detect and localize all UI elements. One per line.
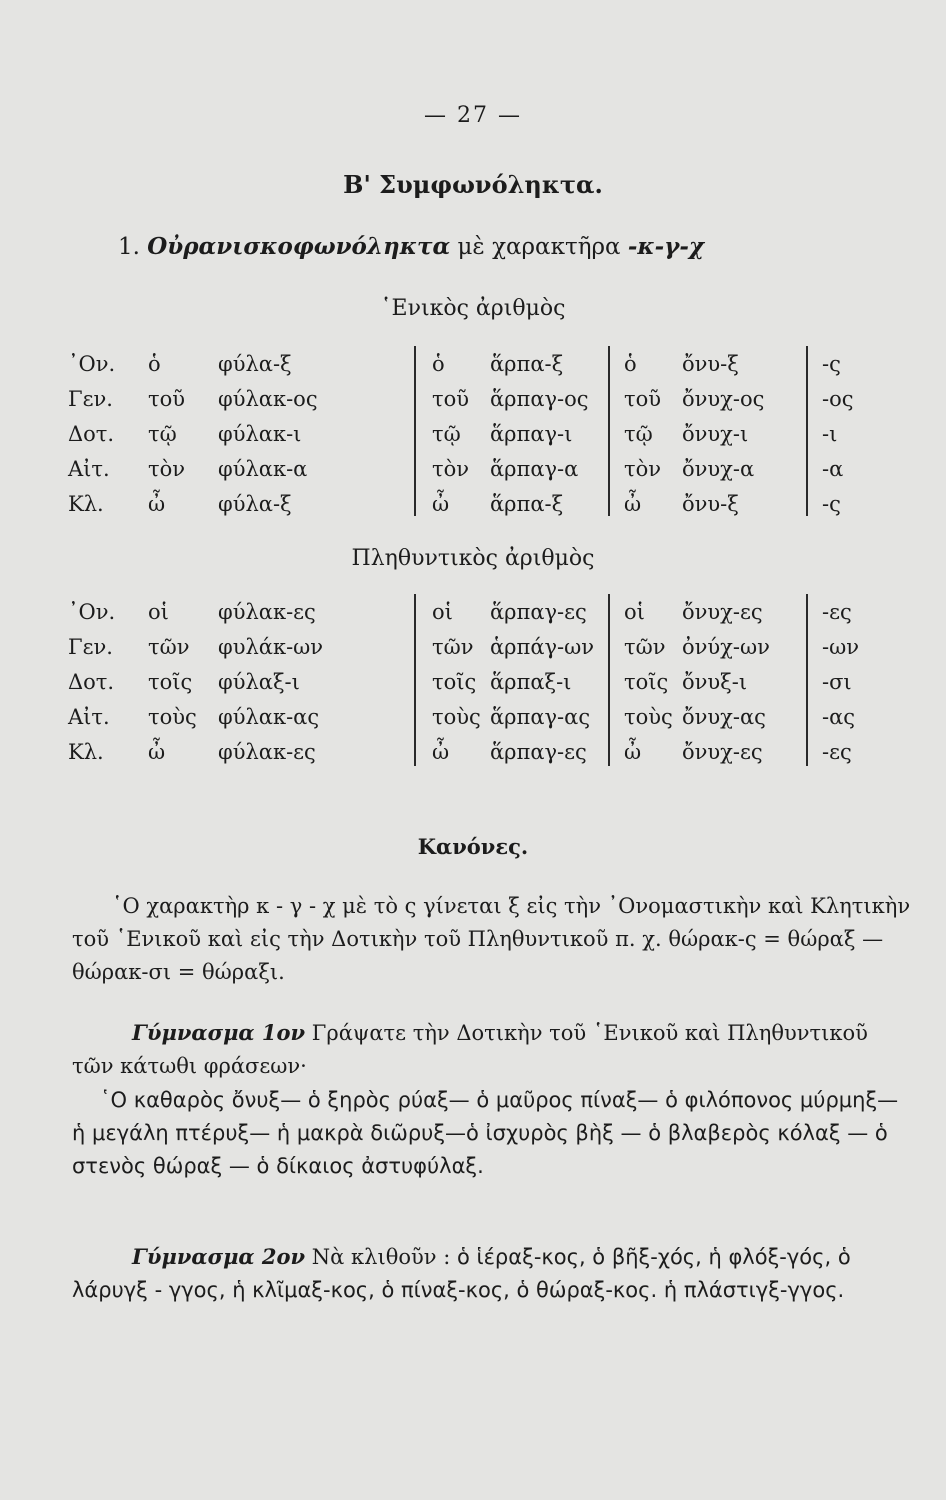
cell-w2: ἅρπαγ-ι xyxy=(490,422,573,446)
cell-w2: ἅρπαγ-α xyxy=(490,457,579,481)
cell-w3: ὄνυχ-ες xyxy=(682,740,763,764)
exercise-2-instruction: Νὰ κλιθοῦν : xyxy=(311,1245,451,1269)
cell-art1: ὦ xyxy=(148,492,166,516)
cell-w1: φύλακ-ος xyxy=(218,387,318,411)
cell-w1: φύλακ-ας xyxy=(218,705,320,729)
subsection-chars: -κ-γ-χ xyxy=(627,233,705,260)
cell-case: Αἰτ. xyxy=(68,457,110,481)
cell-end: -ι xyxy=(822,422,838,446)
cell-art3: ὁ xyxy=(624,352,637,376)
table-row xyxy=(0,670,946,705)
cell-end: -ες xyxy=(822,740,852,764)
cell-w3: ὄνυ-ξ xyxy=(682,352,739,376)
cell-w3: ὀνύχ-ων xyxy=(682,635,770,659)
cell-w2: ἅρπαγ-ας xyxy=(490,705,591,729)
table-row xyxy=(0,457,946,492)
cell-end: -α xyxy=(822,457,844,481)
cell-art3: οἱ xyxy=(624,600,645,624)
cell-art1: τοῦ xyxy=(148,387,186,411)
cell-art2: τῷ xyxy=(432,422,461,446)
cell-art2: ὦ xyxy=(432,492,450,516)
cell-w1: φύλακ-ες xyxy=(218,740,316,764)
cell-w2: ἅρπαξ-ι xyxy=(490,670,572,694)
cell-w1: φύλακ-α xyxy=(218,457,308,481)
cell-w2: ἅρπαγ-ες xyxy=(490,740,587,764)
cell-art2: τῶν xyxy=(432,635,474,659)
cell-end: -ες xyxy=(822,600,852,624)
cell-art1: ὁ xyxy=(148,352,161,376)
exercise-2 xyxy=(72,1240,912,1307)
cell-art2: τὸν xyxy=(432,457,470,481)
cell-w1: φυλάκ-ων xyxy=(218,635,324,659)
cell-art1: τοῖς xyxy=(148,670,193,694)
subsection-number: 1. xyxy=(118,234,140,260)
cell-w1: φύλακ-ι xyxy=(218,422,302,446)
section-title: Β' Συμφωνόληκτα. xyxy=(343,170,603,199)
table-row xyxy=(0,740,946,775)
cell-art2: ὁ xyxy=(432,352,445,376)
cell-w3: ὄνυξ-ι xyxy=(682,670,748,694)
cell-case: Δοτ. xyxy=(68,670,115,694)
cell-w2: ἅρπαγ-ες xyxy=(490,600,587,624)
cell-art2: τοὺς xyxy=(432,705,481,729)
cell-w1: φύλα-ξ xyxy=(218,492,292,516)
cell-w3: ὄνυχ-ι xyxy=(682,422,749,446)
subsection-title xyxy=(118,233,704,260)
cell-w1: φύλα-ξ xyxy=(218,352,292,376)
plural-heading: Πληθυντικὸς ἀριθμὸς xyxy=(351,546,595,571)
subsection-term: Οὐρανισκοφωνόληκτα xyxy=(147,233,451,260)
cell-end: -σι xyxy=(822,670,852,694)
cell-w3: ὄνυχ-ες xyxy=(682,600,763,624)
rules-title: Κανόνες. xyxy=(417,834,529,859)
cell-w3: ὄνυχ-ας xyxy=(682,705,766,729)
page-number: — 27 — xyxy=(424,103,522,128)
cell-art3: τοῦ xyxy=(624,387,662,411)
subsection-rest: μὲ χαρακτῆρα xyxy=(457,234,621,260)
cell-w1: φύλακ-ες xyxy=(218,600,316,624)
column-divider xyxy=(608,594,610,766)
cell-end: -ας xyxy=(822,705,856,729)
cell-art1: οἱ xyxy=(148,600,169,624)
cell-w2: ἅρπαγ-ος xyxy=(490,387,589,411)
cell-art3: τὸν xyxy=(624,457,662,481)
cell-case: Αἰτ. xyxy=(68,705,110,729)
column-divider xyxy=(806,594,808,766)
cell-art3: τοὺς xyxy=(624,705,673,729)
exercise-1-instruction: Γράψατε τὴν Δοτικὴν τοῦ ῾Ενικοῦ καὶ Πληθυντικοῦ τῶν κάτωθι φράσεων· xyxy=(72,1021,868,1078)
cell-w2: ἅρπα-ξ xyxy=(490,492,564,516)
cell-end: -ς xyxy=(822,492,841,516)
cell-art2: οἱ xyxy=(432,600,453,624)
cell-art1: ὦ xyxy=(148,740,166,764)
table-row xyxy=(0,705,946,740)
table-row xyxy=(0,422,946,457)
table-row xyxy=(0,635,946,670)
cell-w2: ἁρπάγ-ων xyxy=(490,635,595,659)
cell-case: Γεν. xyxy=(68,635,113,659)
cell-art3: τῷ xyxy=(624,422,653,446)
cell-art3: ὦ xyxy=(624,740,642,764)
exercise-2-words: ὁ ἱέραξ-κος, ὁ βῆξ-χός, ἡ φλόξ-γός, ὁ λάρυγξ - γγος, ἡ κλῖμαξ-κος, ὁ πίναξ-κος, ὁ θώραξ-κος. ἡ πλάστιγξ-γγος. xyxy=(72,1245,851,1302)
exercise-1 xyxy=(72,1016,912,1083)
cell-art1: τῶν xyxy=(148,635,190,659)
cell-art3: τοῖς xyxy=(624,670,669,694)
cell-art1: τῷ xyxy=(148,422,177,446)
rules-text: ῾Ο χαρακτὴρ κ - γ - χ μὲ τὸ ς γίνεται ξ εἰς τὴν ᾽Ονομαστικὴν καὶ Κλητικὴν τοῦ ῾Ενικοῦ καὶ εἰς τὴν Δοτικὴν τοῦ Πληθυντικοῦ π. χ. θώρακ-ς = θώραξ — θώρακ-σι = θώραξι. xyxy=(72,894,911,984)
column-divider xyxy=(414,594,416,766)
cell-case: Δοτ. xyxy=(68,422,115,446)
cell-w3: ὄνυχ-α xyxy=(682,457,755,481)
cell-case: Γεν. xyxy=(68,387,113,411)
plural-table xyxy=(0,600,946,775)
cell-end: -ος xyxy=(822,387,854,411)
cell-end: -ων xyxy=(822,635,859,659)
cell-art1: τοὺς xyxy=(148,705,197,729)
singular-heading: ῾Ενικὸς ἀριθμὸς xyxy=(380,296,566,321)
cell-art2: ὦ xyxy=(432,740,450,764)
table-row xyxy=(0,387,946,422)
column-divider xyxy=(806,346,808,516)
cell-w3: ὄνυ-ξ xyxy=(682,492,739,516)
cell-case: ᾽Ον. xyxy=(68,600,116,624)
cell-w3: ὄνυχ-ος xyxy=(682,387,765,411)
singular-table xyxy=(0,352,946,527)
table-row xyxy=(0,492,946,527)
exercise-1-phrases: ῾Ο καθαρὸς ὄνυξ— ὁ ξηρὸς ρύαξ— ὁ μαῦρος πίναξ— ὁ φιλόπονος μύρμηξ— ἡ μεγάλη πτέρυξ— ἡ μακρὰ διῶρυξ—ὁ ἰσχυρὸς βὴξ — ὁ βλαβερὸς κόλαξ — ὁ στενὸς θώραξ — ὁ δίκαιος ἀστυφύλαξ. xyxy=(72,1088,899,1178)
exercise-2-label: Γύμνασμα 2ον xyxy=(132,1244,306,1269)
table-row xyxy=(0,352,946,387)
column-divider xyxy=(414,346,416,516)
exercise-1-label: Γύμνασμα 1ον xyxy=(132,1020,306,1045)
cell-art2: τοῦ xyxy=(432,387,470,411)
cell-art1: τὸν xyxy=(148,457,186,481)
cell-art3: τῶν xyxy=(624,635,666,659)
column-divider xyxy=(608,346,610,516)
cell-case: ᾽Ον. xyxy=(68,352,116,376)
cell-case: Κλ. xyxy=(68,492,104,516)
cell-case: Κλ. xyxy=(68,740,104,764)
cell-w1: φύλαξ-ι xyxy=(218,670,300,694)
cell-w2: ἅρπα-ξ xyxy=(490,352,564,376)
cell-art2: τοῖς xyxy=(432,670,477,694)
cell-end: -ς xyxy=(822,352,841,376)
table-row xyxy=(0,600,946,635)
cell-art3: ὦ xyxy=(624,492,642,516)
